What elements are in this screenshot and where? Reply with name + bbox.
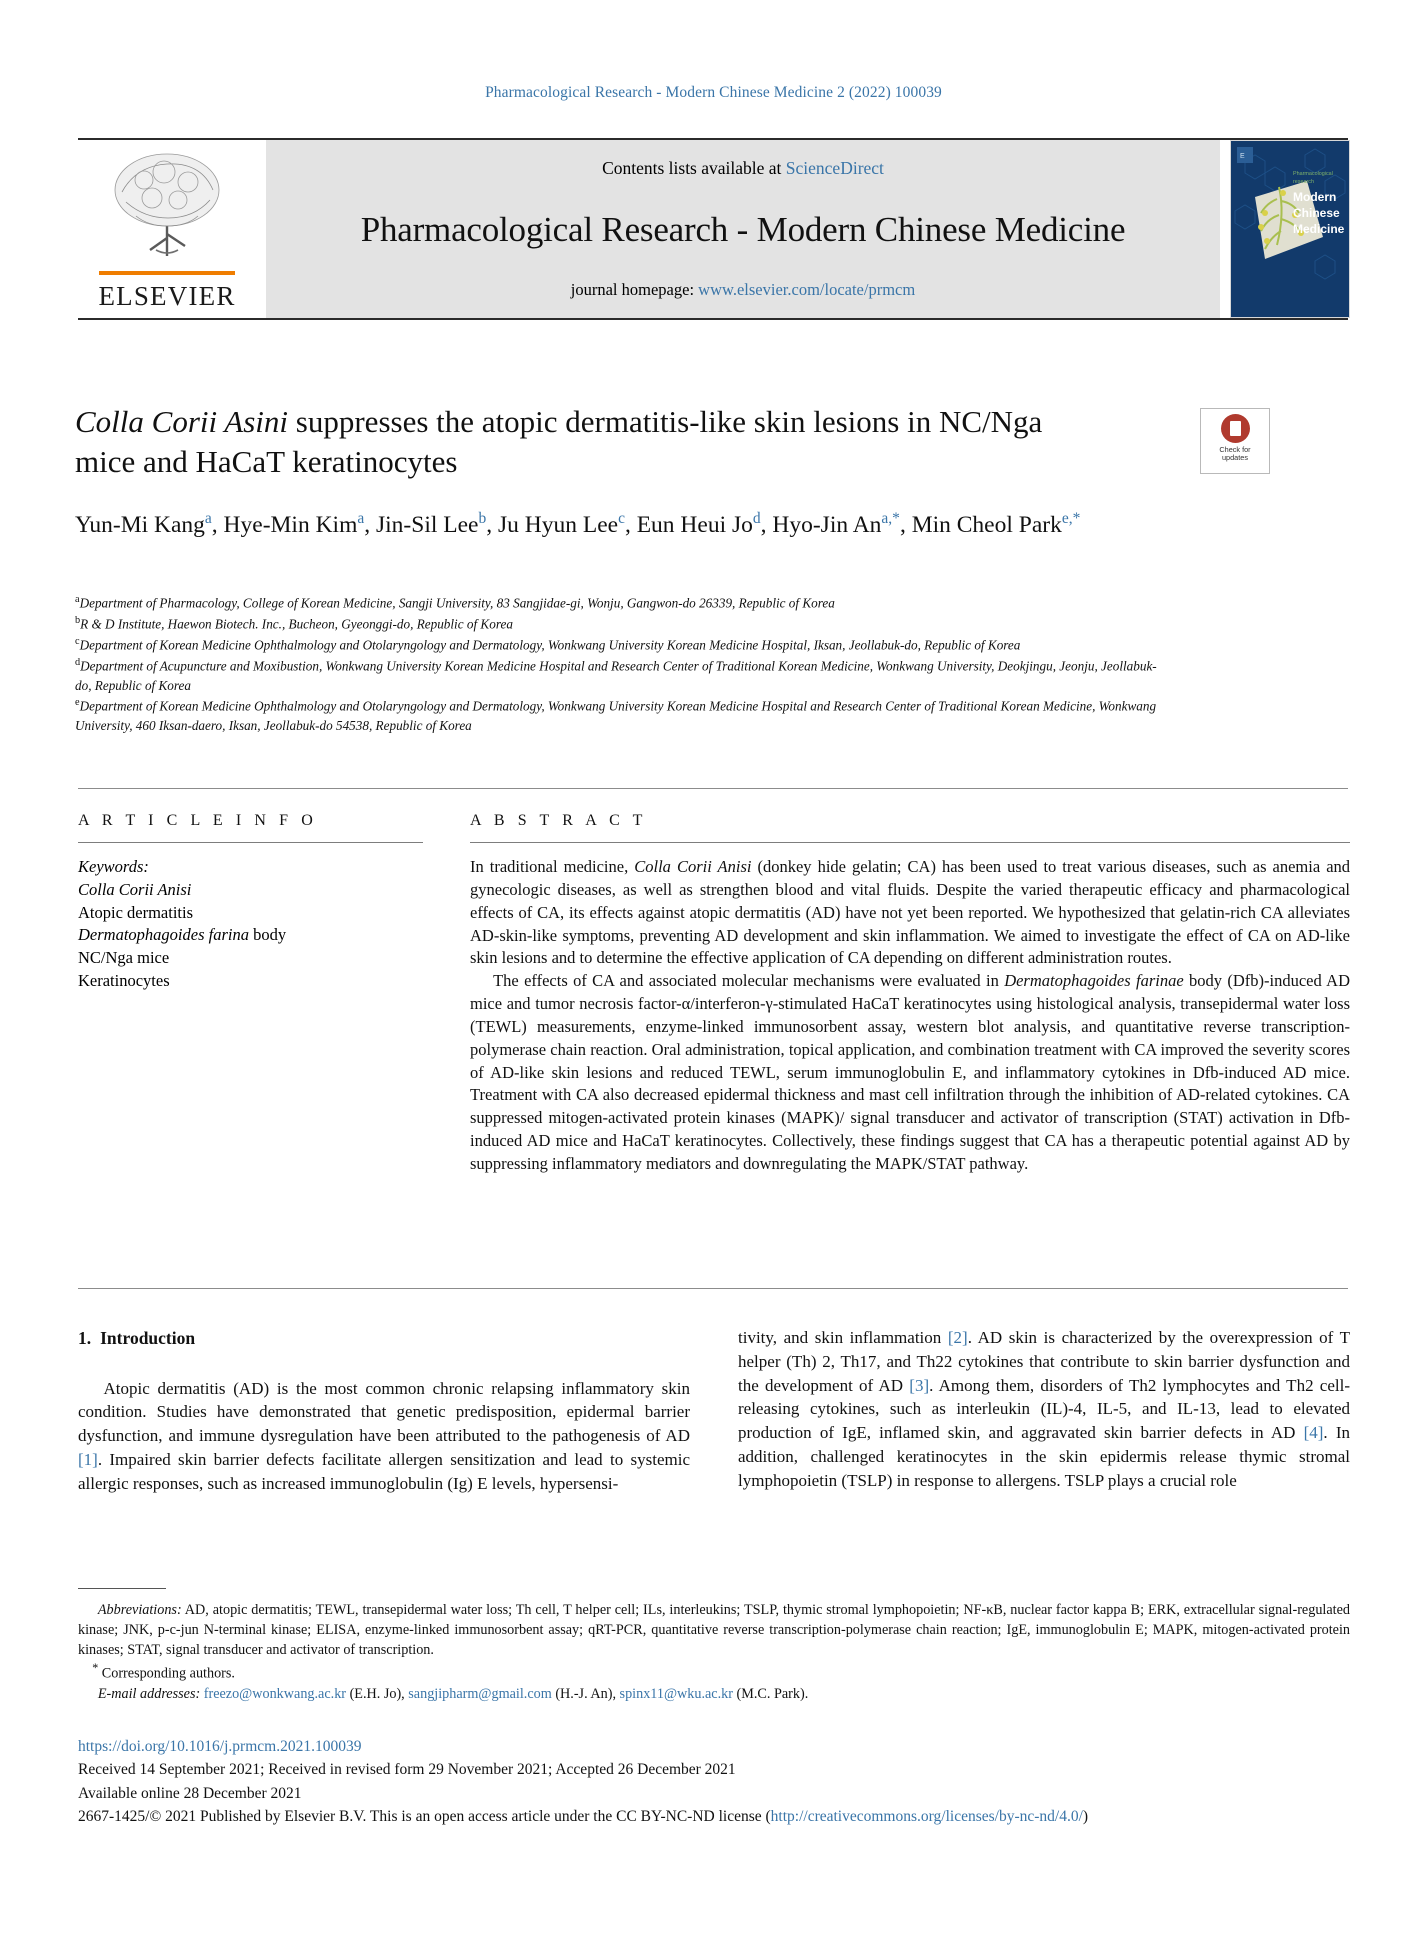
intro-right-d: . In addition, challenged keratinocytes in the skin epidermis release thymic stromal lymphopoietin (TSLP) in response to allergens. TSLP plays a crucial role <box>738 1423 1351 1490</box>
svg-text:E: E <box>1240 153 1245 160</box>
affiliation-mark: e <box>75 697 80 709</box>
copyright-text-a: 2667-1425/© 2021 Published by Elsevier B.V. This is an open access article under the CC BY-NC-ND license ( <box>78 1807 771 1825</box>
author-affil-mark[interactable]: a <box>204 510 212 527</box>
author-item <box>772 512 911 538</box>
abstract-p2b: body (Dfb)-induced AD mice and tumor necrosis factor-α/interferon-γ-stimulated HaCaT keratinocytes using histological analysis, transepidermal water loss (TEWL) measurements, enzyme-linked immunosorbent assay, western blot analysis, and quantitative reverse transcription-polymerase chain reaction. Oral administration, topical application, and combination treatment with CA improved the severity scores of AD-like skin lesions and reduced TEWL, serum immunoglobulin E, and inflammatory cytokines in Dfb-induced AD mice. Treatment with CA also decreased epidermal thickness and mast cell infiltration through the inhibition of AD-related cytokines. CA suppressed mitogen-activated protein kinases (MAPK)/ signal transducer and activator of transcription (STAT) activation in Dfb-induced AD mice and HaCaT keratinocytes. Collectively, these findings suggest that CA has a therapeutic potential against AD by suppressing inflammatory mediators and downregulating the MAPK/STAT pathway. <box>470 971 1351 1173</box>
intro-right-a: tivity, and skin inflammation <box>738 1328 948 1347</box>
abstract-p1-italic: Colla Corii Anisi <box>634 857 752 876</box>
intro-paragraph-left <box>78 1377 690 1496</box>
author-sep: , <box>899 511 912 538</box>
author-name: Hyo-Jin An <box>772 511 882 538</box>
section-heading-introduction <box>78 1326 690 1351</box>
keywords-block <box>78 856 423 993</box>
abstract-column <box>470 812 1350 1176</box>
abstract-p2a: The effects of CA and associated molecular mechanisms were evaluated in <box>493 971 1005 991</box>
masthead-bottom-rule <box>78 318 1348 320</box>
author-name: Min Cheol Park <box>911 511 1062 538</box>
affiliation-text: Department of Pharmacology, College of Korean Medicine, Sangji University, 83 Sangjidae-gi, Wonju, Gangwon-do 26339, Republic of Korea <box>79 595 835 611</box>
affiliation-mark: b <box>75 614 81 626</box>
cover-line1: Pharmacological <box>1293 171 1333 177</box>
elsevier-logo <box>78 140 256 318</box>
affiliation-item <box>75 655 1165 695</box>
affiliation-text: R & D Institute, Haewon Biotech. Inc., Bucheon, Gyeonggi-do, Republic of Korea <box>80 616 513 632</box>
author-name: Hye-Min Kim <box>223 511 358 538</box>
citation-ref-1[interactable]: [1] <box>78 1449 98 1469</box>
title-rest: suppresses the atopic dermatitis-like skin lesions in NC/Nga mice and HaCaT keratinocytes <box>75 404 1043 480</box>
cover-big3: Medicine <box>1293 222 1345 236</box>
author-affil-mark[interactable]: b <box>478 510 487 527</box>
copyright-line <box>78 1805 1368 1828</box>
body-column-left <box>78 1326 690 1495</box>
author-sep: , <box>364 511 376 538</box>
masthead-center <box>266 140 1220 318</box>
article-info-column <box>78 812 423 993</box>
elsevier-tree-icon <box>92 146 242 264</box>
contents-lists-line <box>602 158 884 179</box>
keywords-label: Keywords: <box>78 857 149 876</box>
abbreviations-text: AD, atopic dermatitis; TEWL, transepidermal water loss; Th cell, T helper cell; ILs, interleukins; TSLP, thymic stromal lymphopoietin; NF-κB, nuclear factor kappa B; ERK, extracellular signal-regulated kinase; JNK, p-c-jun N-terminal kinase; ELISA, enzyme-linked immunosorbent assay; qRT-PCR, quantitative reverse transcription-polymerase chain reaction; IgE, immunoglobulin E; MAPK, mitogen-activated protein kinases; STAT, signal transducer and activator of transcription. <box>78 1602 1350 1659</box>
cover-line2: research <box>1293 179 1314 185</box>
journal-cover-thumbnail <box>1230 140 1350 318</box>
citation-ref-3[interactable]: [3] <box>909 1375 930 1395</box>
page-title <box>75 402 1085 483</box>
footnote-block <box>78 1600 1350 1705</box>
corresponding-text: Corresponding authors. <box>101 1666 235 1683</box>
journal-homepage-link[interactable]: www.elsevier.com/locate/prmcm <box>698 280 916 299</box>
homepage-prefix: journal homepage: <box>570 280 699 299</box>
running-head: Pharmacological Research - Modern Chinese Medicine 2 (2022) 100039 <box>485 84 942 101</box>
intro-paragraph-right <box>738 1326 1350 1493</box>
publication-info <box>78 1735 1368 1828</box>
keyword-item: Atopic dermatitis <box>78 902 194 922</box>
author-affil-mark[interactable]: a,* <box>881 510 900 527</box>
author-affil-mark[interactable]: d <box>752 510 761 527</box>
abstract-paragraph <box>470 970 1350 1176</box>
cover-artwork <box>1231 141 1349 317</box>
check-for-updates-text <box>1219 446 1250 463</box>
email-link-1[interactable]: freezo@wonkwang.ac.kr <box>203 1686 347 1703</box>
abstract-heading: A B S T R A C T <box>470 812 648 829</box>
author-item <box>912 512 1081 538</box>
journal-masthead <box>78 140 1350 318</box>
author-sep: , <box>624 511 637 538</box>
keyword-item: Keratinocytes <box>78 970 170 990</box>
keyword-item: Dermatophagoides farina body <box>78 925 287 945</box>
author-name: Eun Heui Jo <box>636 511 753 538</box>
title-block <box>75 402 1085 483</box>
asterisk-mark: * <box>92 1661 99 1676</box>
contents-prefix: Contents lists available at <box>602 158 786 178</box>
author-item <box>224 512 376 538</box>
journal-title: Pharmacological Research - Modern Chinese Medicine <box>360 209 1126 249</box>
affiliation-item <box>75 695 1165 735</box>
abstract-p2-italic: Dermatophagoides farinae <box>1004 971 1184 991</box>
abstract-paragraph <box>470 856 1350 970</box>
intro-left-b: . Impaired skin barrier defects facilitate allergen sensitization and lead to systemic allergic responses, such as increased immunoglobulin (Ig) E levels, hypersensi- <box>78 1449 690 1493</box>
citation-ref-2[interactable]: [2] <box>947 1328 968 1347</box>
title-italic-lead: Colla Corii Asini <box>75 404 289 439</box>
email-who-1: (E.H. Jo), <box>346 1686 409 1703</box>
body-columns <box>78 1326 1350 1495</box>
author-item <box>376 512 498 538</box>
author-affil-mark[interactable]: c <box>618 510 625 527</box>
keyword-item: Colla Corii Anisi <box>78 879 192 899</box>
license-link[interactable]: http://creativecommons.org/licenses/by-nc-nd/4.0/ <box>770 1807 1083 1825</box>
check-for-updates-badge[interactable] <box>1200 408 1270 474</box>
affiliation-item <box>75 592 1165 613</box>
cfu-line2: updates <box>1222 453 1248 463</box>
received-dates: Received 14 September 2021; Received in revised form 29 November 2021; Accepted 26 December 2021 <box>78 1761 736 1779</box>
abbreviations-note <box>78 1600 1350 1660</box>
journal-homepage-line <box>571 280 915 300</box>
affiliation-mark: a <box>75 594 80 605</box>
email-who-3: (M.C. Park). <box>732 1686 809 1703</box>
author-sep: , <box>760 511 773 538</box>
email-link-2[interactable]: sangjipharm@gmail.com <box>408 1686 552 1703</box>
author-affil-mark[interactable]: e,* <box>1061 510 1081 527</box>
author-item <box>75 512 224 538</box>
author-sep: , <box>486 511 498 538</box>
author-sep: , <box>211 511 224 538</box>
affiliation-text: Department of Korean Medicine Ophthalmology and Otolaryngology and Dermatology, Wonkwang University Korean Medicine Hospital, Iksan, Jeollabuk-do, Republic of Korea <box>79 637 1021 653</box>
author-name: Jin-Sil Lee <box>376 511 479 538</box>
author-item <box>498 512 637 538</box>
cover-big2: Chinese <box>1293 206 1340 220</box>
intro-right-b: . AD skin is characterized by the overexpression of T helper (Th) 2, Th17, and Th22 cytokines that contribute to skin barrier dysfunction and the development of AD <box>738 1328 1350 1395</box>
abbreviations-label: Abbreviations: <box>97 1602 182 1618</box>
crossmark-icon <box>1221 414 1250 443</box>
email-addresses-note <box>78 1684 1350 1704</box>
email-link-3[interactable]: spinx11@wku.ac.kr <box>619 1686 733 1703</box>
section-number: 1. <box>78 1328 92 1348</box>
article-info-underline <box>78 842 423 843</box>
doi-line <box>78 1735 1368 1758</box>
elsevier-orange-bar <box>99 271 235 275</box>
abstract-bottom-rule <box>78 1288 1348 1289</box>
affiliation-mark: d <box>75 656 81 668</box>
email-label: E-mail addresses: <box>97 1686 201 1703</box>
affiliation-item <box>75 634 1165 655</box>
author-name: Yun-Mi Kang <box>75 511 205 538</box>
abstract-p1a: In traditional medicine, <box>470 857 635 876</box>
abstract-body <box>470 856 1350 1176</box>
available-online: Available online 28 December 2021 <box>78 1784 302 1802</box>
article-info-heading: A R T I C L E I N F O <box>78 812 318 829</box>
footnote-rule <box>78 1588 166 1589</box>
elsevier-wordmark: ELSEVIER <box>98 281 236 311</box>
affiliation-mark: c <box>75 635 80 647</box>
author-list <box>75 508 1115 541</box>
sciencedirect-link[interactable]: ScienceDirect <box>785 158 884 178</box>
cover-big1: Modern <box>1293 190 1337 204</box>
affiliation-item <box>75 613 1165 634</box>
citation-ref-4[interactable]: [4] <box>1303 1423 1324 1443</box>
affiliation-text: Department of Korean Medicine Ophthalmology and Otolaryngology and Dermatology, Wonkwang University Korean Medicine Hospital and Research Center of Traditional Korean Medicine, Wonkwang University, 460 Iksan-daero, Iksan, Jeollabuk-do 54538, Republic of Korea <box>75 698 1157 734</box>
cfu-line1: Check for <box>1219 445 1251 454</box>
author-item <box>637 512 773 538</box>
affiliation-text: Department of Acupuncture and Moxibustion, Wonkwang University Korean Medicine Hospital and Research Center of Traditional Korean Medicine, Wonkwang University, Deokjingu, Jeonju, Jeollabuk-do, Republic of Korea <box>75 658 1157 693</box>
abstract-p1b: (donkey hide gelatin; CA) has been used to treat various diseases, such as anemia and gynecologic diseases, as well as strengthen blood and vital fluids. Despite the varied therapeutic efficacy and pharmacological effects of CA, its effects against atopic dermatitis (AD) have not yet been reported. We hypothesized that gelatin-rich CA alleviates AD-skin-like symptoms, preventing AD development and skin inflammation. We aimed to investigate the effect of CA on AD-like skin lesions and to determine the effective application of CA depending on different administration routes. <box>470 857 1351 968</box>
info-section-top-rule <box>78 788 1348 789</box>
section-title: Introduction <box>100 1328 196 1348</box>
doi-link[interactable]: https://doi.org/10.1016/j.prmcm.2021.100039 <box>78 1738 362 1755</box>
affiliation-list <box>75 592 1165 736</box>
body-column-right <box>738 1326 1350 1495</box>
abstract-underline <box>470 842 1350 843</box>
author-affil-mark[interactable]: a <box>357 510 365 527</box>
corresponding-authors-note <box>78 1660 1350 1684</box>
intro-right-c: . Among them, disorders of Th2 lymphocytes and Th2 cell-releasing cytokines, such as interleukin (IL)-4, IL-5, and IL-13, lead to elevated production of IgE, inflamed skin, and aggravated skin barrier defects in AD <box>738 1375 1350 1443</box>
email-who-2: (H.-J. An), <box>551 1686 620 1703</box>
copyright-text-b: ) <box>1082 1807 1089 1825</box>
author-name: Ju Hyun Lee <box>497 511 619 538</box>
keyword-item: NC/Nga mice <box>78 948 170 968</box>
intro-left-a: Atopic dermatitis (AD) is the most common chronic relapsing inflammatory skin condition. Studies have demonstrated that genetic predisposition, epidermal barrier dysfunction, and immune dysregulation have been attributed to the pathogenesis of AD <box>78 1378 690 1446</box>
